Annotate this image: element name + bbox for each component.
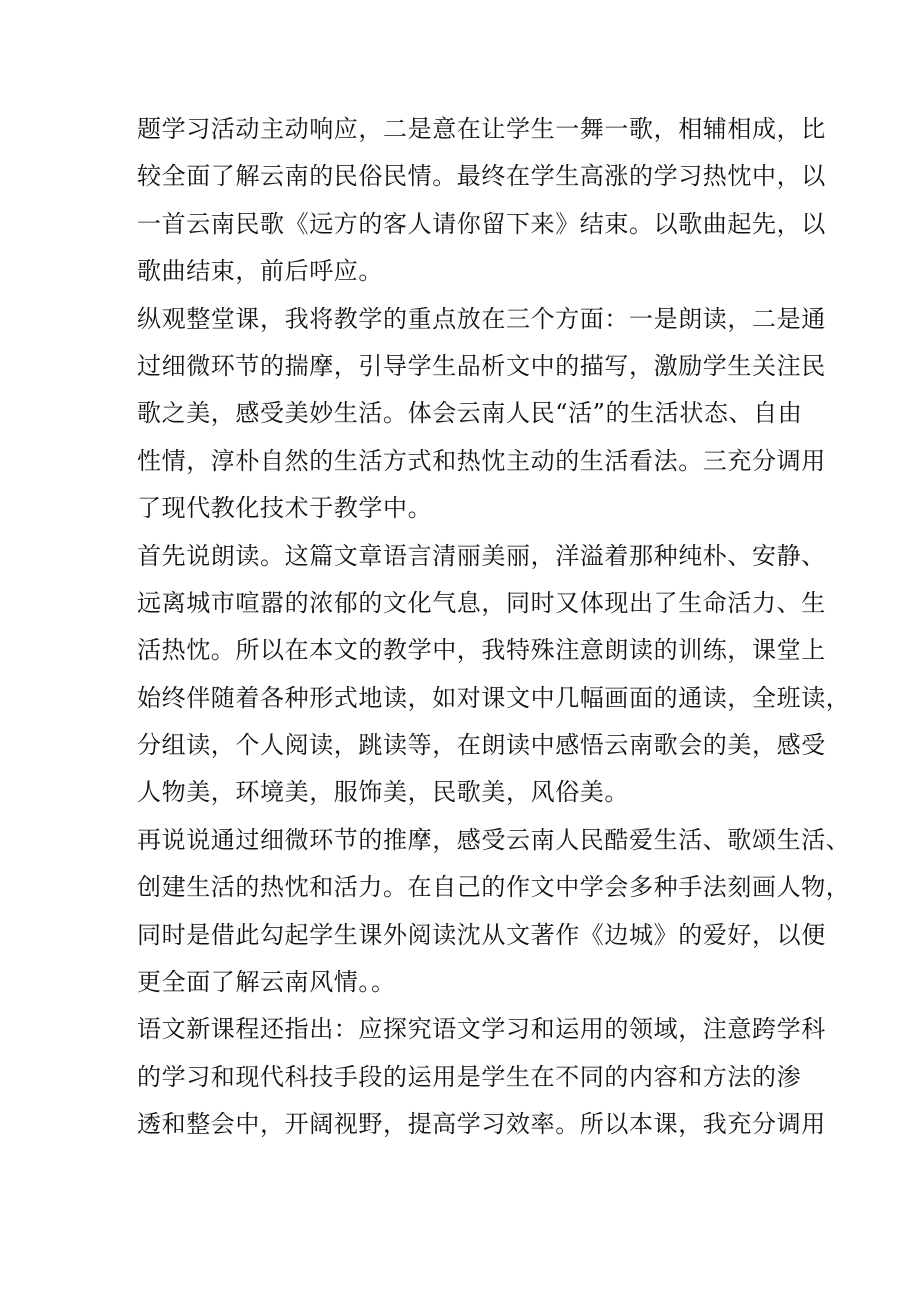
text-line: 同时是借此勾起学生课外阅读沈从文著作《边城》的爱好，以便: [137, 920, 826, 949]
text-line: 分组读，个人阅读，跳读等，在朗读中感悟云南歌会的美，感受: [137, 731, 826, 760]
text-line: 歌之美，感受美妙生活。体会云南人民“活”的生活状态、自由: [137, 399, 803, 428]
text-line: 再说说通过细微环节的推摩，感受云南人民酷爱生活、歌颂生活、: [137, 825, 851, 854]
text-line: 过细微环节的揣摩，引导学生品析文中的描写，激励学生关注民: [137, 351, 826, 380]
body-text: [137, 106, 851, 1149]
text-line: 了现代教化技术于教学中。: [137, 494, 433, 523]
text-line: 歌曲结束，前后呼应。: [137, 257, 383, 286]
text-line: 人物美，环境美，服饰美，民歌美，风俗美。: [137, 778, 629, 807]
text-line: 语文新课程还指出：应探究语文学习和运用的领域，注意跨学科: [137, 1015, 826, 1044]
text-line: 较全面了解云南的民俗民情。最终在学生高涨的学习热忱中，以: [137, 162, 826, 191]
text-line: 一首云南民歌《远方的客人请你留下来》结束。以歌曲起先，以: [137, 209, 826, 238]
text-line: 性情，淳朴自然的生活方式和热忱主动的生活看法。三充分调用: [137, 446, 826, 475]
text-line: 更全面了解云南风情。。: [137, 968, 396, 997]
text-line: 的学习和现代科技手段的运用是学生在不同的内容和方法的渗: [137, 1062, 802, 1091]
text-line: 纵观整堂课，我将教学的重点放在三个方面：一是朗读，二是通: [137, 304, 826, 333]
text-line: 始终伴随着各种形式地读，如对课文中几幅画面的通读，全班读，: [137, 683, 851, 712]
text-line: 首先说朗读。这篇文章语言清丽美丽，洋溢着那种纯朴、安静、: [137, 541, 826, 570]
text-line: 远离城市喧嚣的浓郁的文化气息，同时又体现出了生命活力、生: [137, 588, 826, 617]
text-line: 创建生活的热忱和活力。在自己的作文中学会多种手法刻画人物，: [137, 873, 851, 902]
text-line: 活热忱。所以在本文的教学中，我特殊注意朗读的训练，课堂上: [137, 636, 826, 665]
text-line: 透和整会中，开阔视野，提高学习效率。所以本课，我充分调用: [137, 1110, 826, 1139]
text-line: 题学习活动主动响应，二是意在让学生一舞一歌，相辅相成，比: [137, 115, 826, 143]
